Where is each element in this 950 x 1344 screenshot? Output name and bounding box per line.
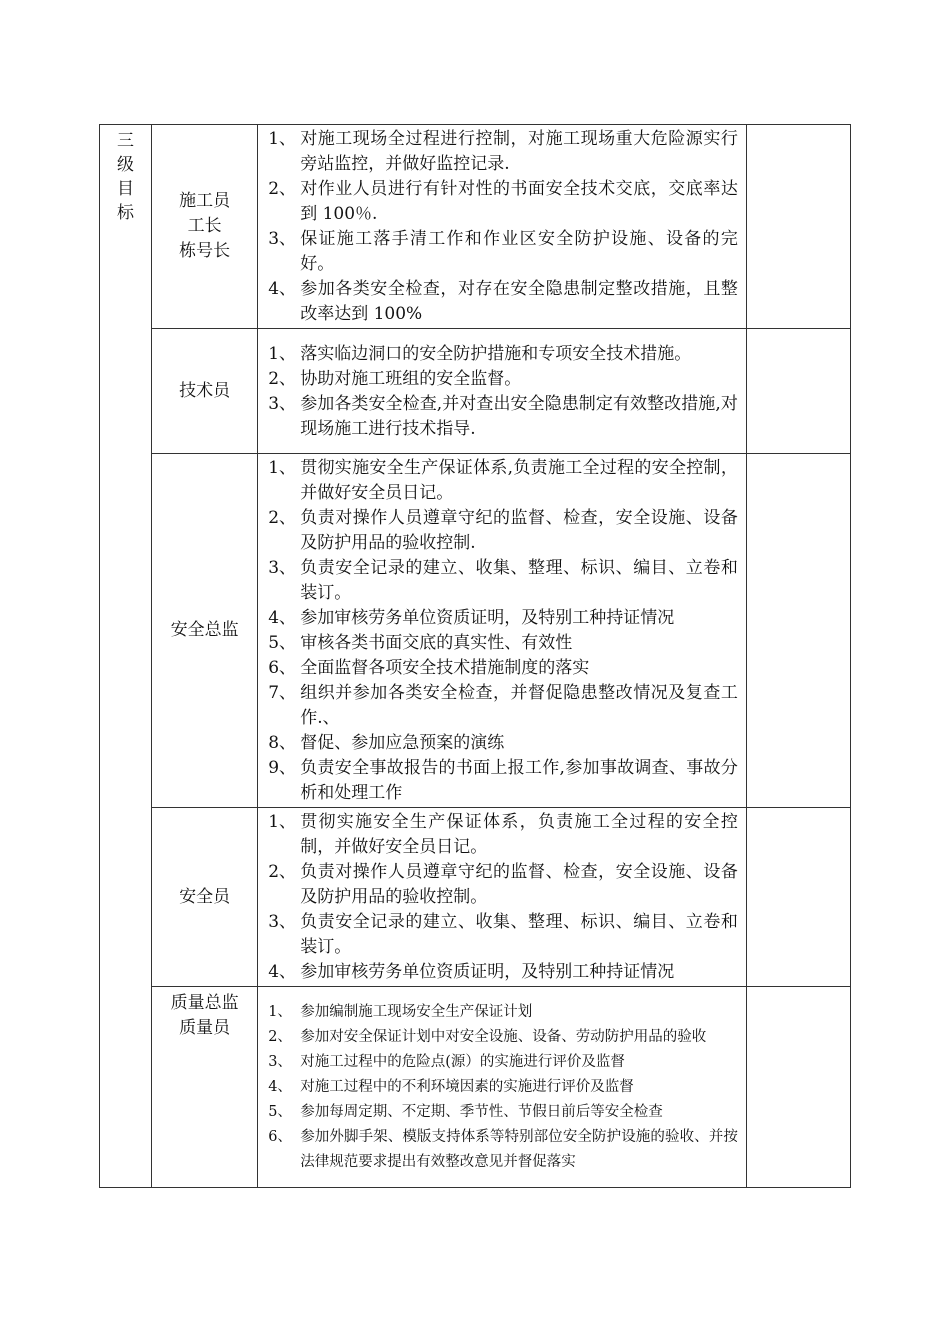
table-row <box>100 987 851 1188</box>
role-cell <box>152 454 258 808</box>
role-name: 质量总监 <box>170 993 239 1013</box>
level-char: 标 <box>117 203 135 223</box>
duties-cell <box>258 329 747 454</box>
duty-item: 1、 落实临边洞口的安全防护措施和专项安全技术措施。 <box>268 343 692 364</box>
level-char: 目 <box>117 179 135 199</box>
duty-item: 3、 对施工过程中的危险点(源）的实施进行评价及监督 <box>268 1054 625 1070</box>
duty-item: 4、 对施工过程中的不利环境因素的实施进行评价及监督 <box>268 1079 634 1095</box>
role-name: 技术员 <box>179 380 231 401</box>
duty-item: 2、 参加对安全保证计划中对安全设施、设备、劳动防护用品的验收 <box>268 1029 707 1045</box>
blank-cell <box>746 808 850 987</box>
duties-cell <box>258 125 747 329</box>
duty-item: 2、 负责对操作人员遵章守纪的监督、检查，安全设施、设备及防护用品的验收控制. <box>268 508 738 553</box>
table-row <box>100 125 851 329</box>
role-name: 安全总监 <box>170 620 239 640</box>
role-name: 安全员 <box>179 886 231 907</box>
role-cell <box>152 329 258 454</box>
duty-item: 7、 组织并参加各类安全检查，并督促隐患整改情况及复查工作.、 <box>268 683 738 728</box>
level-char: 三 <box>117 131 135 151</box>
duty-item: 3、 保证施工落手清工作和作业区安全防护设施、设备的完好。 <box>268 229 738 274</box>
duty-item: 2、 协助对施工班组的安全监督。 <box>268 368 522 389</box>
role-name: 工长 <box>187 216 222 236</box>
duty-item: 3、 负责安全记录的建立、收集、整理、标识、编目、立卷和装订。 <box>268 912 738 957</box>
table-row <box>100 454 851 808</box>
role-cell <box>152 125 258 329</box>
blank-cell <box>746 987 850 1188</box>
duty-item: 6、 参加外脚手架、模版支持体系等特别部位安全防护设施的验收、并按法律规范要求提出有效整改意见并督促落实 <box>268 1129 738 1170</box>
duties-cell <box>258 454 747 808</box>
role-cell <box>152 987 258 1188</box>
duty-item: 4、 参加审核劳务单位资质证明，及特别工种持证情况 <box>268 608 675 628</box>
duty-item: 1、 对施工现场全过程进行控制，对施工现场重大危险源实行旁站监控，并做好监控记录. <box>268 129 738 174</box>
duty-item: 3、 负责安全记录的建立、收集、整理、标识、编目、立卷和装订。 <box>268 558 738 603</box>
duty-item: 6、 全面监督各项安全技术措施制度的落实 <box>268 658 590 678</box>
duty-item: 1、 参加编制施工现场安全生产保证计划 <box>268 1004 533 1020</box>
duty-item: 9、 负责安全事故报告的书面上报工作,参加事故调查、事故分析和处理工作 <box>268 758 738 803</box>
role-name: 质量员 <box>179 1018 231 1038</box>
duties-cell <box>258 808 747 987</box>
duty-item: 4、 参加审核劳务单位资质证明，及特别工种持证情况 <box>268 962 675 982</box>
duty-item: 2、 对作业人员进行有针对性的书面安全技术交底，交底率达到 100％. <box>268 179 738 224</box>
role-cell <box>152 808 258 987</box>
role-name: 施工员 <box>179 191 231 211</box>
duty-item: 1、 贯彻实施安全生产保证体系,负责施工全过程的安全控制，并做好安全员日记。 <box>268 458 738 503</box>
role-name: 栋号长 <box>179 241 231 261</box>
duty-item: 5、 参加每周定期、不定期、季节性、节假日前后等安全检查 <box>268 1104 663 1120</box>
duty-item: 8、 督促、参加应急预案的演练 <box>268 733 505 753</box>
blank-cell <box>746 125 850 329</box>
duty-item: 2、 负责对操作人员遵章守纪的监督、检查，安全设施、设备及防护用品的验收控制。 <box>268 862 738 907</box>
blank-cell <box>746 329 850 454</box>
duty-item: 5、 审核各类书面交底的真实性、有效性 <box>268 633 573 653</box>
responsibility-table <box>99 124 851 1188</box>
duties-cell <box>258 987 747 1188</box>
table-row <box>100 808 851 987</box>
level-char: 级 <box>117 155 135 175</box>
blank-cell <box>746 454 850 808</box>
duty-item: 1、 贯彻实施安全生产保证体系，负责施工全过程的安全控制，并做好安全员日记。 <box>268 812 738 857</box>
table-row <box>100 329 851 454</box>
level-cell <box>100 125 152 1188</box>
duty-item: 4、 参加各类安全检查，对存在安全隐患制定整改措施，且整改率达到 100% <box>268 279 738 324</box>
duty-item: 3、 参加各类安全检查,并对查出安全隐患制定有效整改措施,对现场施工进行技术指导. <box>268 393 738 439</box>
